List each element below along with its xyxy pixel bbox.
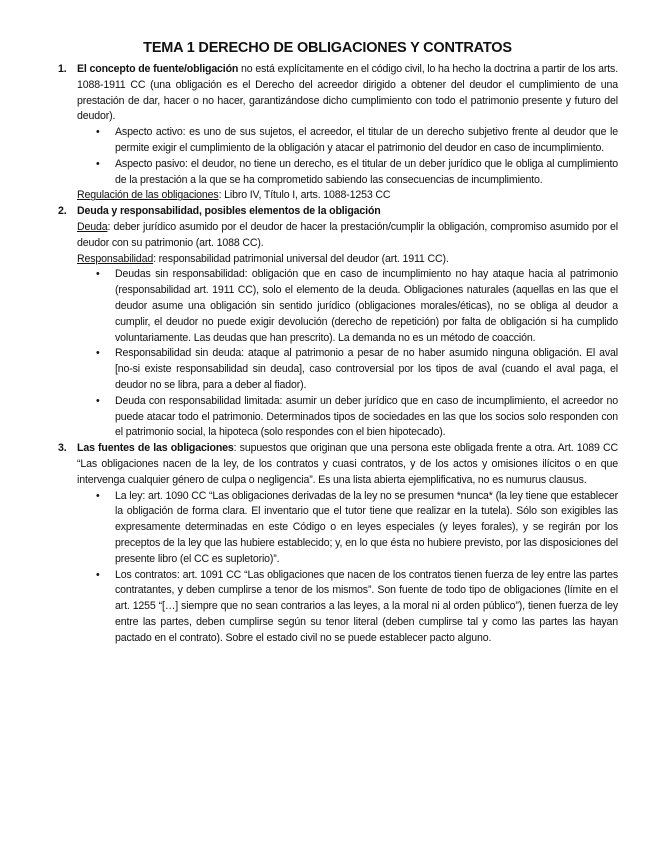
- bullet-icon: •: [96, 157, 100, 170]
- section-1: [58, 62, 618, 204]
- bullet-list: [77, 267, 618, 441]
- list-item: [96, 125, 618, 157]
- definition-text: : deber jurídico asumido por el deudor de hacer la prestación/cumplir la obligación, compromiso asumido por el deudor con su patrimonio (art. 1088 CC).: [77, 220, 618, 249]
- list-item: [96, 489, 618, 568]
- section-number: 1.: [58, 63, 67, 75]
- bullet-icon: •: [96, 126, 100, 139]
- list-item: [96, 267, 618, 346]
- regulation-note: [77, 188, 618, 204]
- list-item-text: La ley: art. 1090 CC “Las obligaciones derivadas de la ley no se presumen *nunca* (la ley tiene que establecer la obligación de forma clara. El inventario que el tutor tiene que realizar en la tutela). Sólo son exigibles las expresamente determinadas en este Código o en leyes especiales (y leyes forales), y se regirán por los preceptos de la ley que las hubiere establecido; y, en lo que ésta no hubiere previsto, por las disposiciones del presente libro (el CC es supletorio)”.: [115, 489, 618, 565]
- bullet-icon: •: [96, 394, 100, 407]
- bullet-icon: •: [96, 268, 100, 281]
- section-3: [58, 441, 618, 646]
- bullet-list: [77, 489, 618, 647]
- section-heading: Deuda y responsabilidad, posibles elementos de la obligación: [77, 205, 381, 218]
- regulation-text: : Libro IV, Título I, arts. 1088-1253 CC: [218, 189, 391, 202]
- section-2: [58, 204, 618, 441]
- list-item-text: Responsabilidad sin deuda: ataque al patrimonio a pesar de no haber asumido ninguna obligación. El aval [no-si existe responsabilidad sin deuda], caso controversial por los tipos de aval (cuando el aval paga, el deudor no se libra, para a deber al fiador).: [115, 347, 618, 391]
- list-item: [96, 157, 618, 189]
- section-intro: [77, 62, 618, 125]
- list-item-text: Deuda con responsabilidad limitada: asumir un deber jurídico que en caso de incumplimiento, el acreedor no puede atacar todo el patrimonio. Determinados tipos de sociedades en las que los socios solo responden con el patrimonio social, la hipoteca (solo respondes con el bien hipotecado).: [115, 394, 618, 439]
- list-item-text: Aspecto activo: es uno de sus sujetos, el acreedor, el titular de un derecho subjetivo frente al deudor que le permite exigir el cumplimiento de la obligación y atacar el patrimonio del deudor en caso de incumplimiento.: [115, 126, 618, 154]
- bullet-list: [77, 125, 618, 188]
- list-item: [96, 394, 618, 441]
- section-text: no está explícitamente en el código civil, lo ha hecho la doctrina a partir de los arts. 1088-1911 CC (una obligación es el Derecho del acreedor dirigido a obtener del deudor el cumplimiento de una prestación de dar, hacer o no hacer, garantizándose dicho cumplimiento con todo el patrimonio presente y futuro del deudor).: [77, 63, 618, 123]
- list-item-text: Deudas sin responsabilidad: obligación que en caso de incumplimiento no hay ataque hacia al patrimonio (responsabilidad art. 1911 CC), solo el elemento de la deuda. Obligaciones naturales (aquellas en las que el deudor asume una obligación sin sentido jurídico (obligaciones morales/éticas), no se obliga al deudor a cumplir, el deudor no puede exigir devolución (derecho de repetición) por falta de obligación si ha cumplido voluntariamente. Las deudas que han prescrito). La demanda no es un método de coacción.: [115, 268, 618, 344]
- definition-term: Responsabilidad: [77, 252, 154, 265]
- section-heading: El concepto de fuente/obligación: [77, 63, 239, 75]
- bullet-icon: •: [96, 489, 100, 502]
- bullet-icon: •: [96, 568, 100, 581]
- document-title: TEMA 1 DERECHO DE OBLIGACIONES Y CONTRATOS: [143, 40, 512, 56]
- list-item-text: Los contratos: art. 1091 CC “Las obligaciones que nacen de los contratos tienen fuerza de ley entre las partes contratantes, y deben cumplirse a tenor de los mismos”. Son fuente de todo tipo de obligaciones (límite en el art. 1255 “[…] siempre que no sean contrarios a las leyes, a la moral ni al orden público”), tienen fuerza de ley entre las partes, deben cumplirse según su tenor literal (deben cumplirse tal y como las partes las hayan pactado en el contrato). Sobre el estado civil no se puede establecer pacto alguno.: [115, 568, 618, 644]
- bullet-icon: •: [96, 347, 100, 360]
- section-number: 2.: [58, 205, 67, 218]
- list-item: [96, 346, 618, 393]
- section-number: 3.: [58, 442, 67, 455]
- list-item: [96, 568, 618, 647]
- regulation-label: Regulación de las obligaciones: [77, 189, 219, 202]
- definition-term: Deuda: [77, 220, 108, 233]
- list-item-text: Aspecto pasivo: el deudor, no tiene un derecho, es el titular de un deber jurídico que le obliga al cumplimiento de la prestación a la que se ha comprometido sabiendo las consecuencias de incumplimiento.: [115, 157, 618, 186]
- definition-text: : responsabilidad patrimonial universal del deudor (art. 1911 CC).: [153, 252, 449, 265]
- definition-deuda: [77, 220, 618, 252]
- definition-responsabilidad: [77, 252, 618, 268]
- section-heading: Las fuentes de las obligaciones: [77, 442, 234, 455]
- section-intro: [77, 204, 618, 220]
- section-intro: [77, 441, 618, 488]
- section-text: : supuestos que originan que una persona este obligada frente a otra. Art. 1089 CC “Las obligaciones nacen de la ley, de los contratos y cuasi contratos, y de los actos y omisiones ilícitos o en que intervenga cualquier género de culpa o negligencia”. Es una lista abierta ejemplificativa, no es numurus clausus.: [77, 442, 618, 486]
- document-page: [0, 38, 655, 646]
